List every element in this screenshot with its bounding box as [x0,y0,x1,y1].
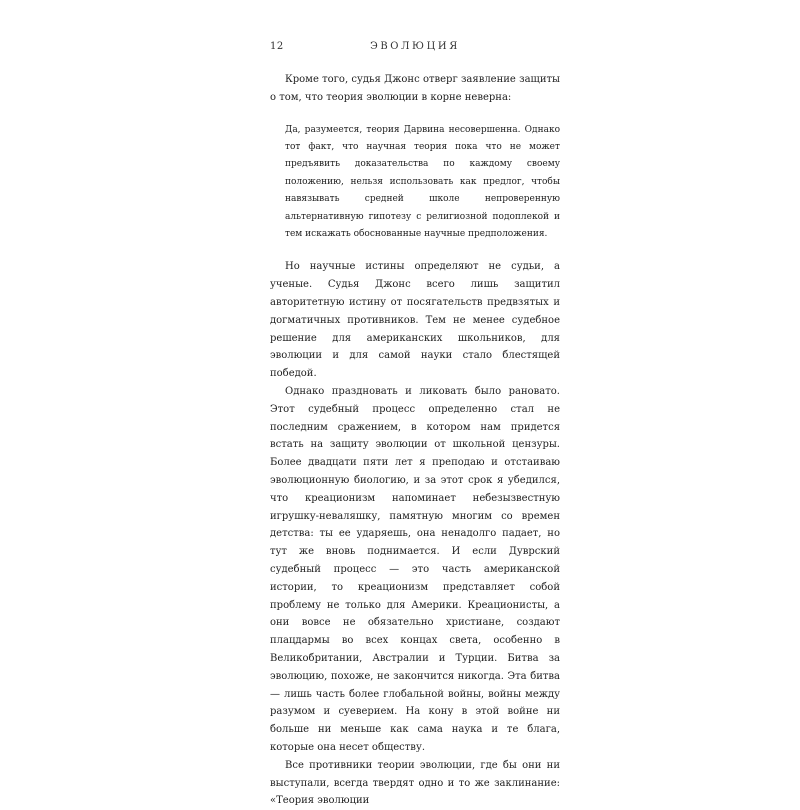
paragraph-too-early-to-celebrate: Однако праздновать и ликовать было рановато. Этот судебный процесс определенно стал не последним сражением, в котором нам придется встать на защиту эволюции от школьной цензуры. Более двадцати пяти лет я преподаю и отстаиваю эволюционную биологию, и за этот срок я убедился, что креационизм напоминает небезызвестную игрушку-неваляшку, памятную многим со времен детства: ты ее ударяешь, она ненадолго падает, но тут же вновь поднимается. И если Дуврский судебный процесс — это часть американской истории, то креационизм представляет собой проблему не только для Америки. Креационисты, а они вовсе не обязательно христиане, создают плацдармы во всех концах света, особенно в Великобритании, Австралии и Турции. Битва за эволюцию, похоже, не закончится никогда. Эта битва — лишь часть более глобальной войны, войны между разумом и суеверием. На кону в этой войне ни больше ни меньше как сама наука и те блага, которые она несет обществу. [270,386,560,753]
paragraph-opponents: Все противники теории эволюции, где бы они ни выступали, всегда твердят одно и то же заклинание: «Теория эволюции [270,759,560,807]
paragraph-scientific-truths: Но научные истины определяют не судьи, а ученые. Судья Джонс всего лишь защитил авторитетную истину от посягательств предвзятых и догматичных противников. Тем не менее судебное решение для американских школьников, для эволюции и для самой науки стало блестящей победой. [270,261,560,380]
page-number: 12 [270,41,284,52]
block-quote: Да, разумеется, теория Дарвина несовершенна. Однако тот факт, что научная теория пока что не может предъявить доказательства по каждому своему положению, нельзя использовать как предлог, чтобы навязывать средней школе непроверенную альтернативную гипотезу с религиозной подоплекой и тем искажать обоснованные научные предположения. [285,124,560,240]
page-body [270,71,560,810]
paragraph-intro: Кроме того, судья Джонс отверг заявление защиты о том, что теория эволюции в корне неверна: [270,74,560,103]
running-title: ЭВОЛЮЦИЯ [370,41,460,52]
page-header [270,41,560,57]
